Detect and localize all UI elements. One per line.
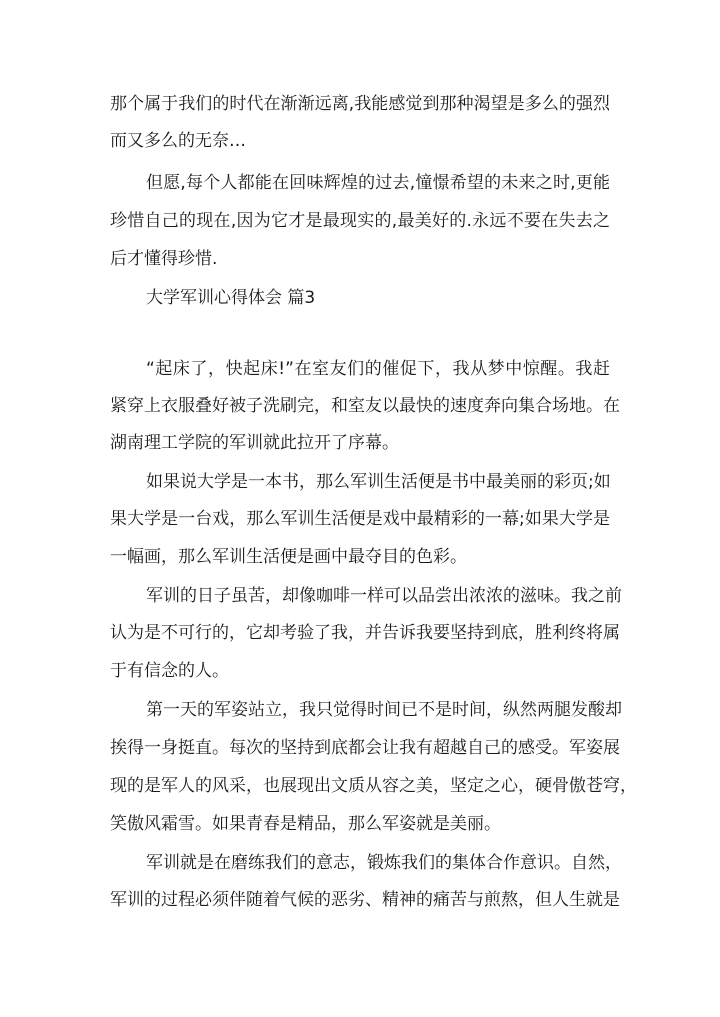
text-line: 于有信念的人。 <box>110 661 229 681</box>
text-line: 湖南理工学院的军训就此拉开了序幕。 <box>110 433 399 453</box>
text-line: 军训的日子虽苦，却像咖啡一样可以品尝出浓浓的滋味。我之前 <box>146 586 622 606</box>
text-line: 后才懂得珍惜. <box>110 249 218 269</box>
section-heading: 大学军训心得体会 篇3 <box>146 288 316 308</box>
text-line: 军训就是在磨练我们的意志，锻炼我们的集体合作意识。自然， <box>146 853 622 873</box>
text-line: 一幅画，那么军训生活便是画中最夺目的色彩。 <box>110 547 467 567</box>
text-line: 认为是不可行的，它却考验了我，并告诉我要坚持到底，胜利终将属 <box>110 623 620 643</box>
text-line: 现的是军人的风采，也展现出文质从容之美，坚定之心，硬骨傲苍穹， <box>110 776 637 796</box>
text-line: 如果说大学是一本书，那么军训生活便是书中最美丽的彩页;如 <box>146 472 611 492</box>
text-line: 军训的过程必须伴随着气候的恶劣、精神的痛苦与煎熬，但人生就是 <box>110 890 620 910</box>
text-line: 紧穿上衣服叠好被子洗刷完，和室友以最快的速度奔向集合场地。在 <box>110 396 620 416</box>
text-line: 笑傲风霜雪。如果青春是精品，那么军姿就是美丽。 <box>110 814 501 834</box>
text-line: 但愿,每个人都能在回味辉煌的过去,憧憬希望的未来之时,更能 <box>146 173 610 193</box>
text-line: 而又多么的无奈… <box>110 131 246 151</box>
text-line: 珍惜自己的现在,因为它才是最现实的,最美好的.永远不要在失去之 <box>110 211 610 231</box>
text-line: 第一天的军姿站立，我只觉得时间已不是时间，纵然两腿发酸却 <box>146 700 622 720</box>
text-line: 果大学是一台戏，那么军训生活便是戏中最精彩的一幕;如果大学是 <box>110 509 610 529</box>
text-line: 挨得一身挺直。每次的坚持到底都会让我有超越自己的感受。军姿展 <box>110 738 620 758</box>
text-line: “起床了，快起床!”在室友们的催促下，我从梦中惊醒。我赶 <box>146 359 610 379</box>
text-line: 那个属于我们的时代在渐渐远离,我能感觉到那种渴望是多么的强烈 <box>110 94 610 114</box>
